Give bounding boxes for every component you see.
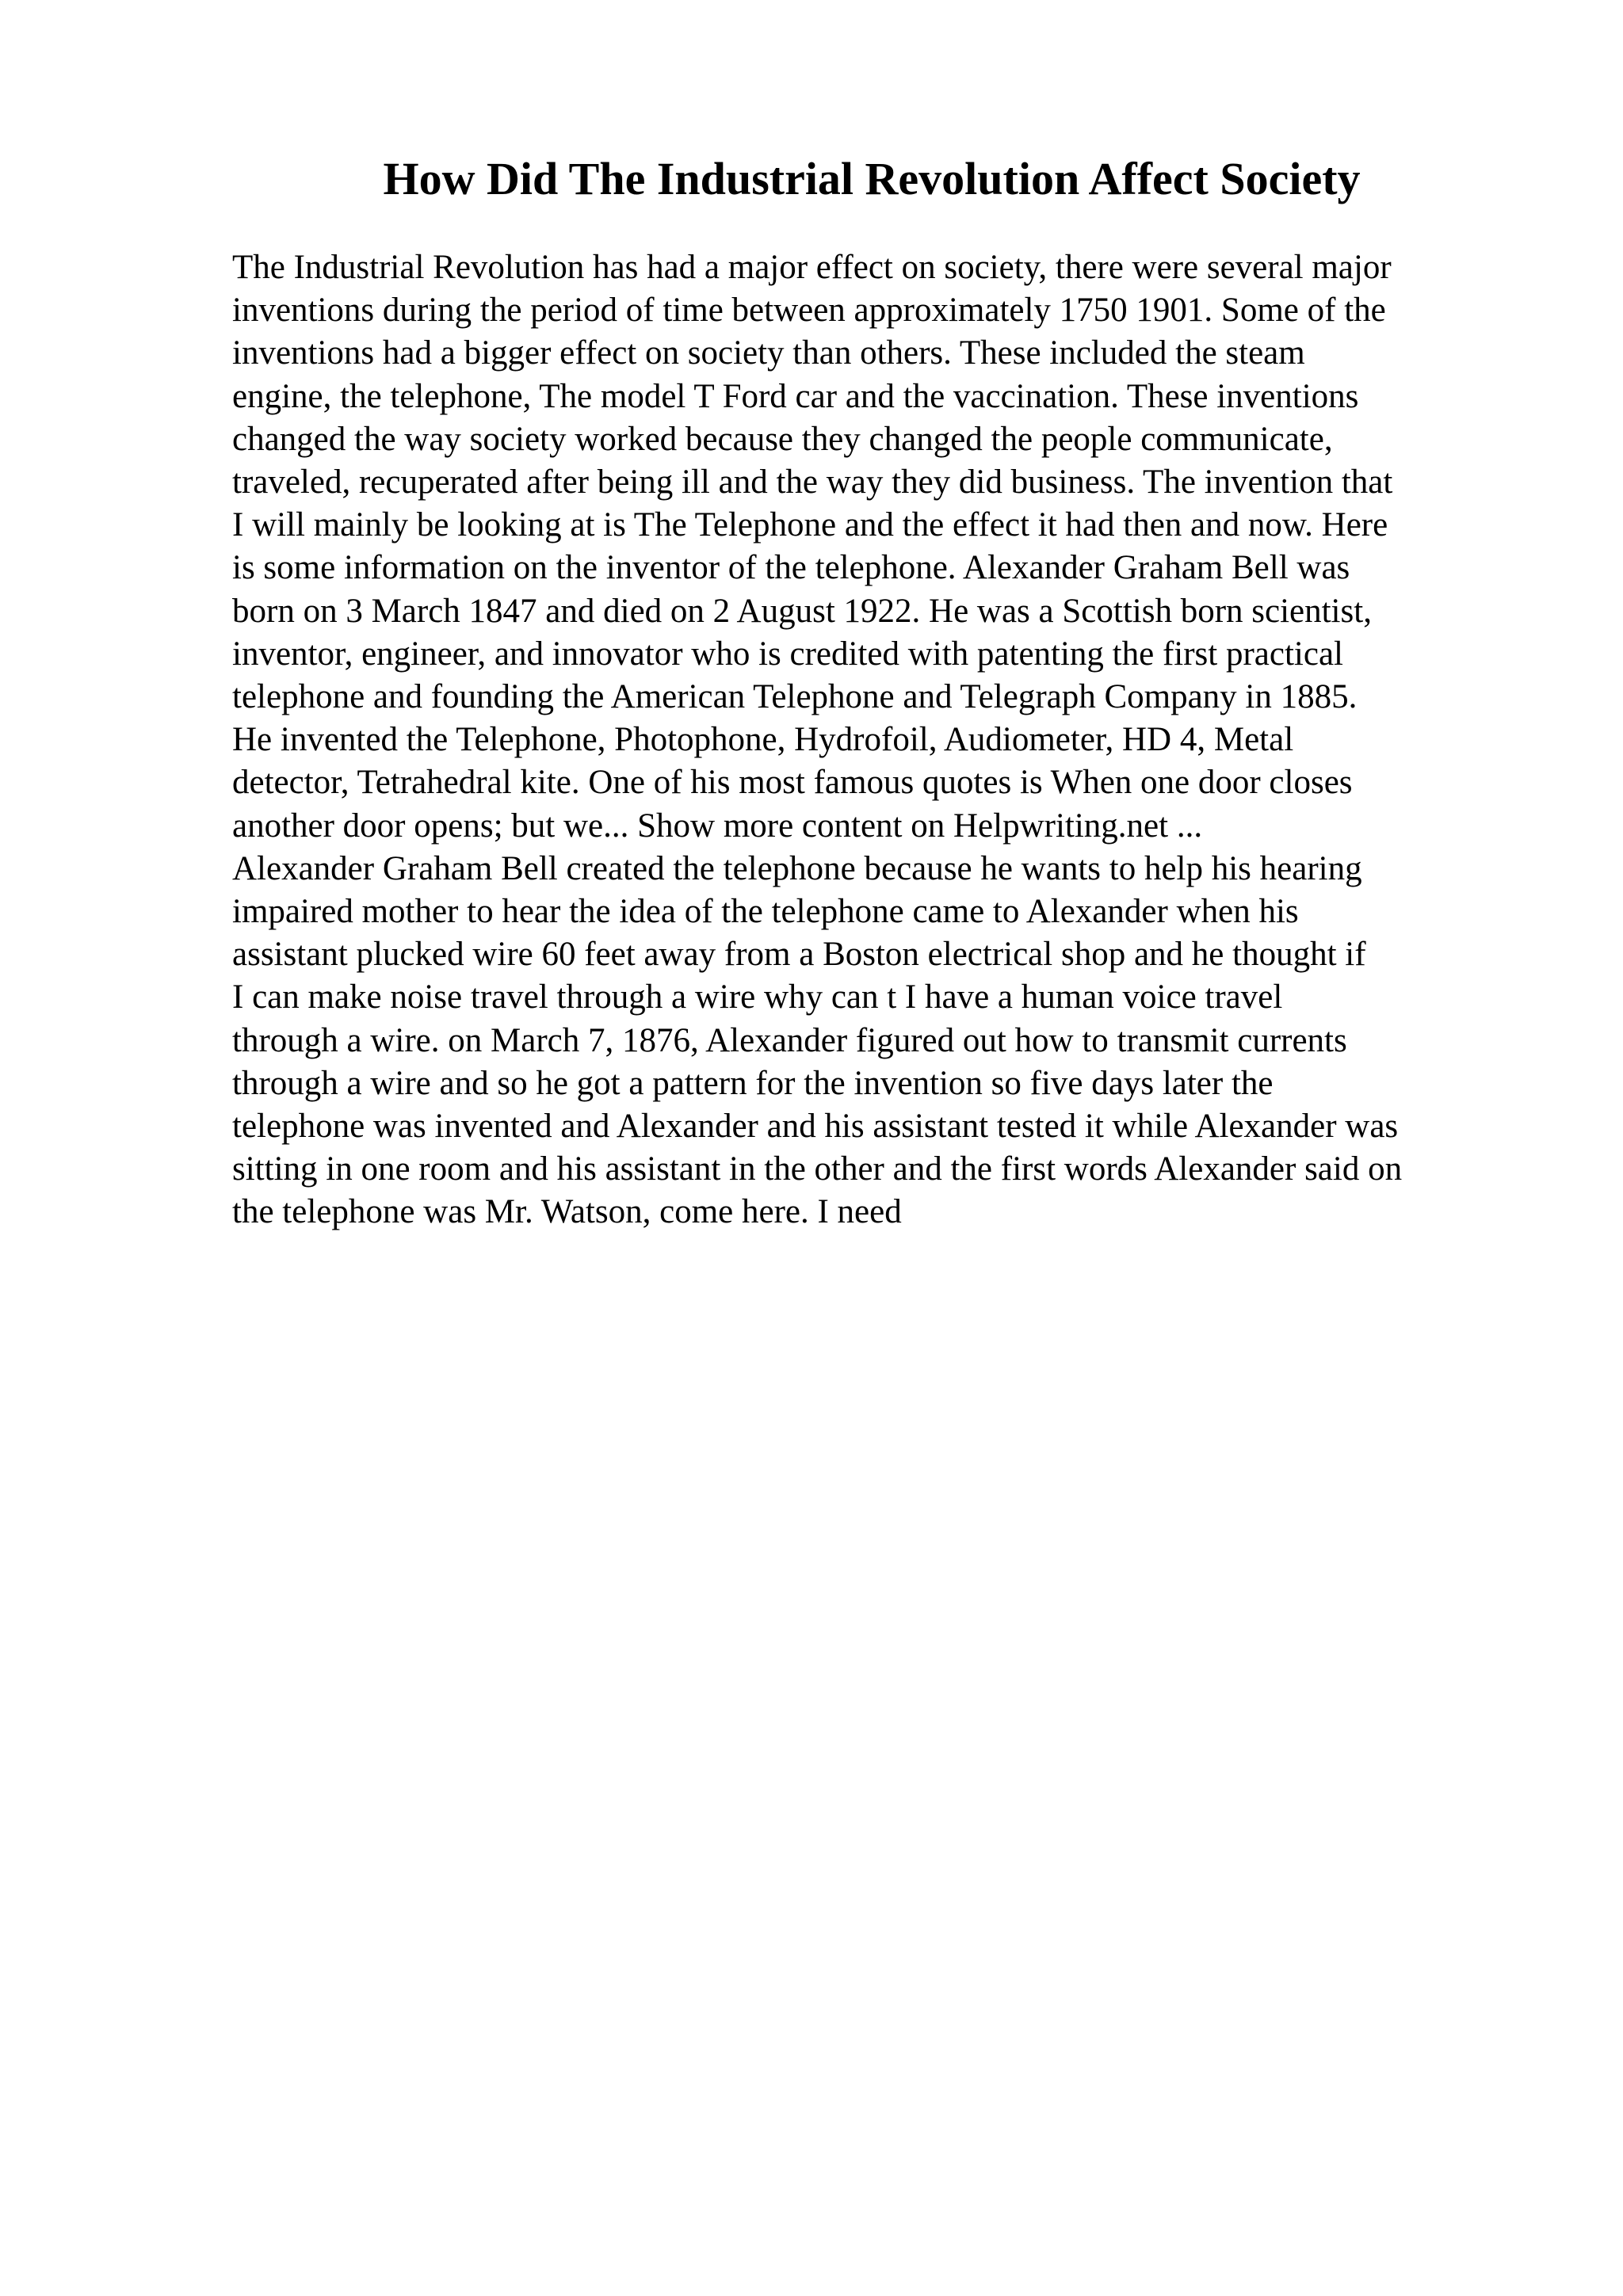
body-line: Alexander Graham Bell created the telephone because he wants to help his hearing	[232, 849, 1362, 887]
body-line: changed the way society worked because they changed the people communicate,	[232, 420, 1333, 458]
body-line: another door opens; but we... Show more content on Helpwriting.net ...	[232, 807, 1203, 845]
body-line: the telephone was Mr. Watson, come here. I need	[232, 1193, 902, 1231]
body-line: inventions had a bigger effect on society than others. These included the steam	[232, 334, 1305, 372]
body-line: engine, the telephone, The model T Ford car and the vaccination. These inventions	[232, 377, 1359, 415]
body-line: through a wire. on March 7, 1876, Alexander figured out how to transmit currents	[232, 1021, 1347, 1059]
body-line: I will mainly be looking at is The Telephone and the effect it had then and now. Here	[232, 506, 1388, 544]
body-line: sitting in one room and his assistant in the other and the first words Alexander said on	[232, 1150, 1403, 1188]
body-line: impaired mother to hear the idea of the telephone came to Alexander when his	[232, 893, 1299, 931]
body-line: The Industrial Revolution has had a major effect on society, there were several major	[232, 249, 1392, 286]
body-line: inventions during the period of time between approximately 1750 1901. Some of the	[232, 292, 1386, 330]
body-line: through a wire and so he got a pattern for the invention so five days later the	[232, 1064, 1274, 1102]
body-line: I can make noise travel through a wire why can t I have a human voice travel	[232, 978, 1283, 1016]
body-line: telephone was invented and Alexander and his assistant tested it while Alexander was	[232, 1108, 1399, 1146]
document-title: How Did The Industrial Revolution Affect Society	[383, 153, 1361, 204]
body-line: born on 3 March 1847 and died on 2 August 1922. He was a Scottish born scientist,	[232, 592, 1372, 630]
body-line: assistant plucked wire 60 feet away from a Boston electrical shop and he thought if	[232, 936, 1366, 974]
body-line: He invented the Telephone, Photophone, Hydrofoil, Audiometer, HD 4, Metal	[232, 721, 1294, 759]
body-line: traveled, recuperated after being ill and the way they did business. The invention that	[232, 463, 1393, 502]
body-line: telephone and founding the American Telephone and Telegraph Company in 1885.	[232, 678, 1358, 716]
document-body	[232, 246, 1595, 1234]
body-line: detector, Tetrahedral kite. One of his most famous quotes is When one door closes	[232, 764, 1353, 802]
body-line: is some information on the inventor of the telephone. Alexander Graham Bell was	[232, 549, 1350, 587]
body-line: inventor, engineer, and innovator who is credited with patenting the first practical	[232, 635, 1343, 673]
